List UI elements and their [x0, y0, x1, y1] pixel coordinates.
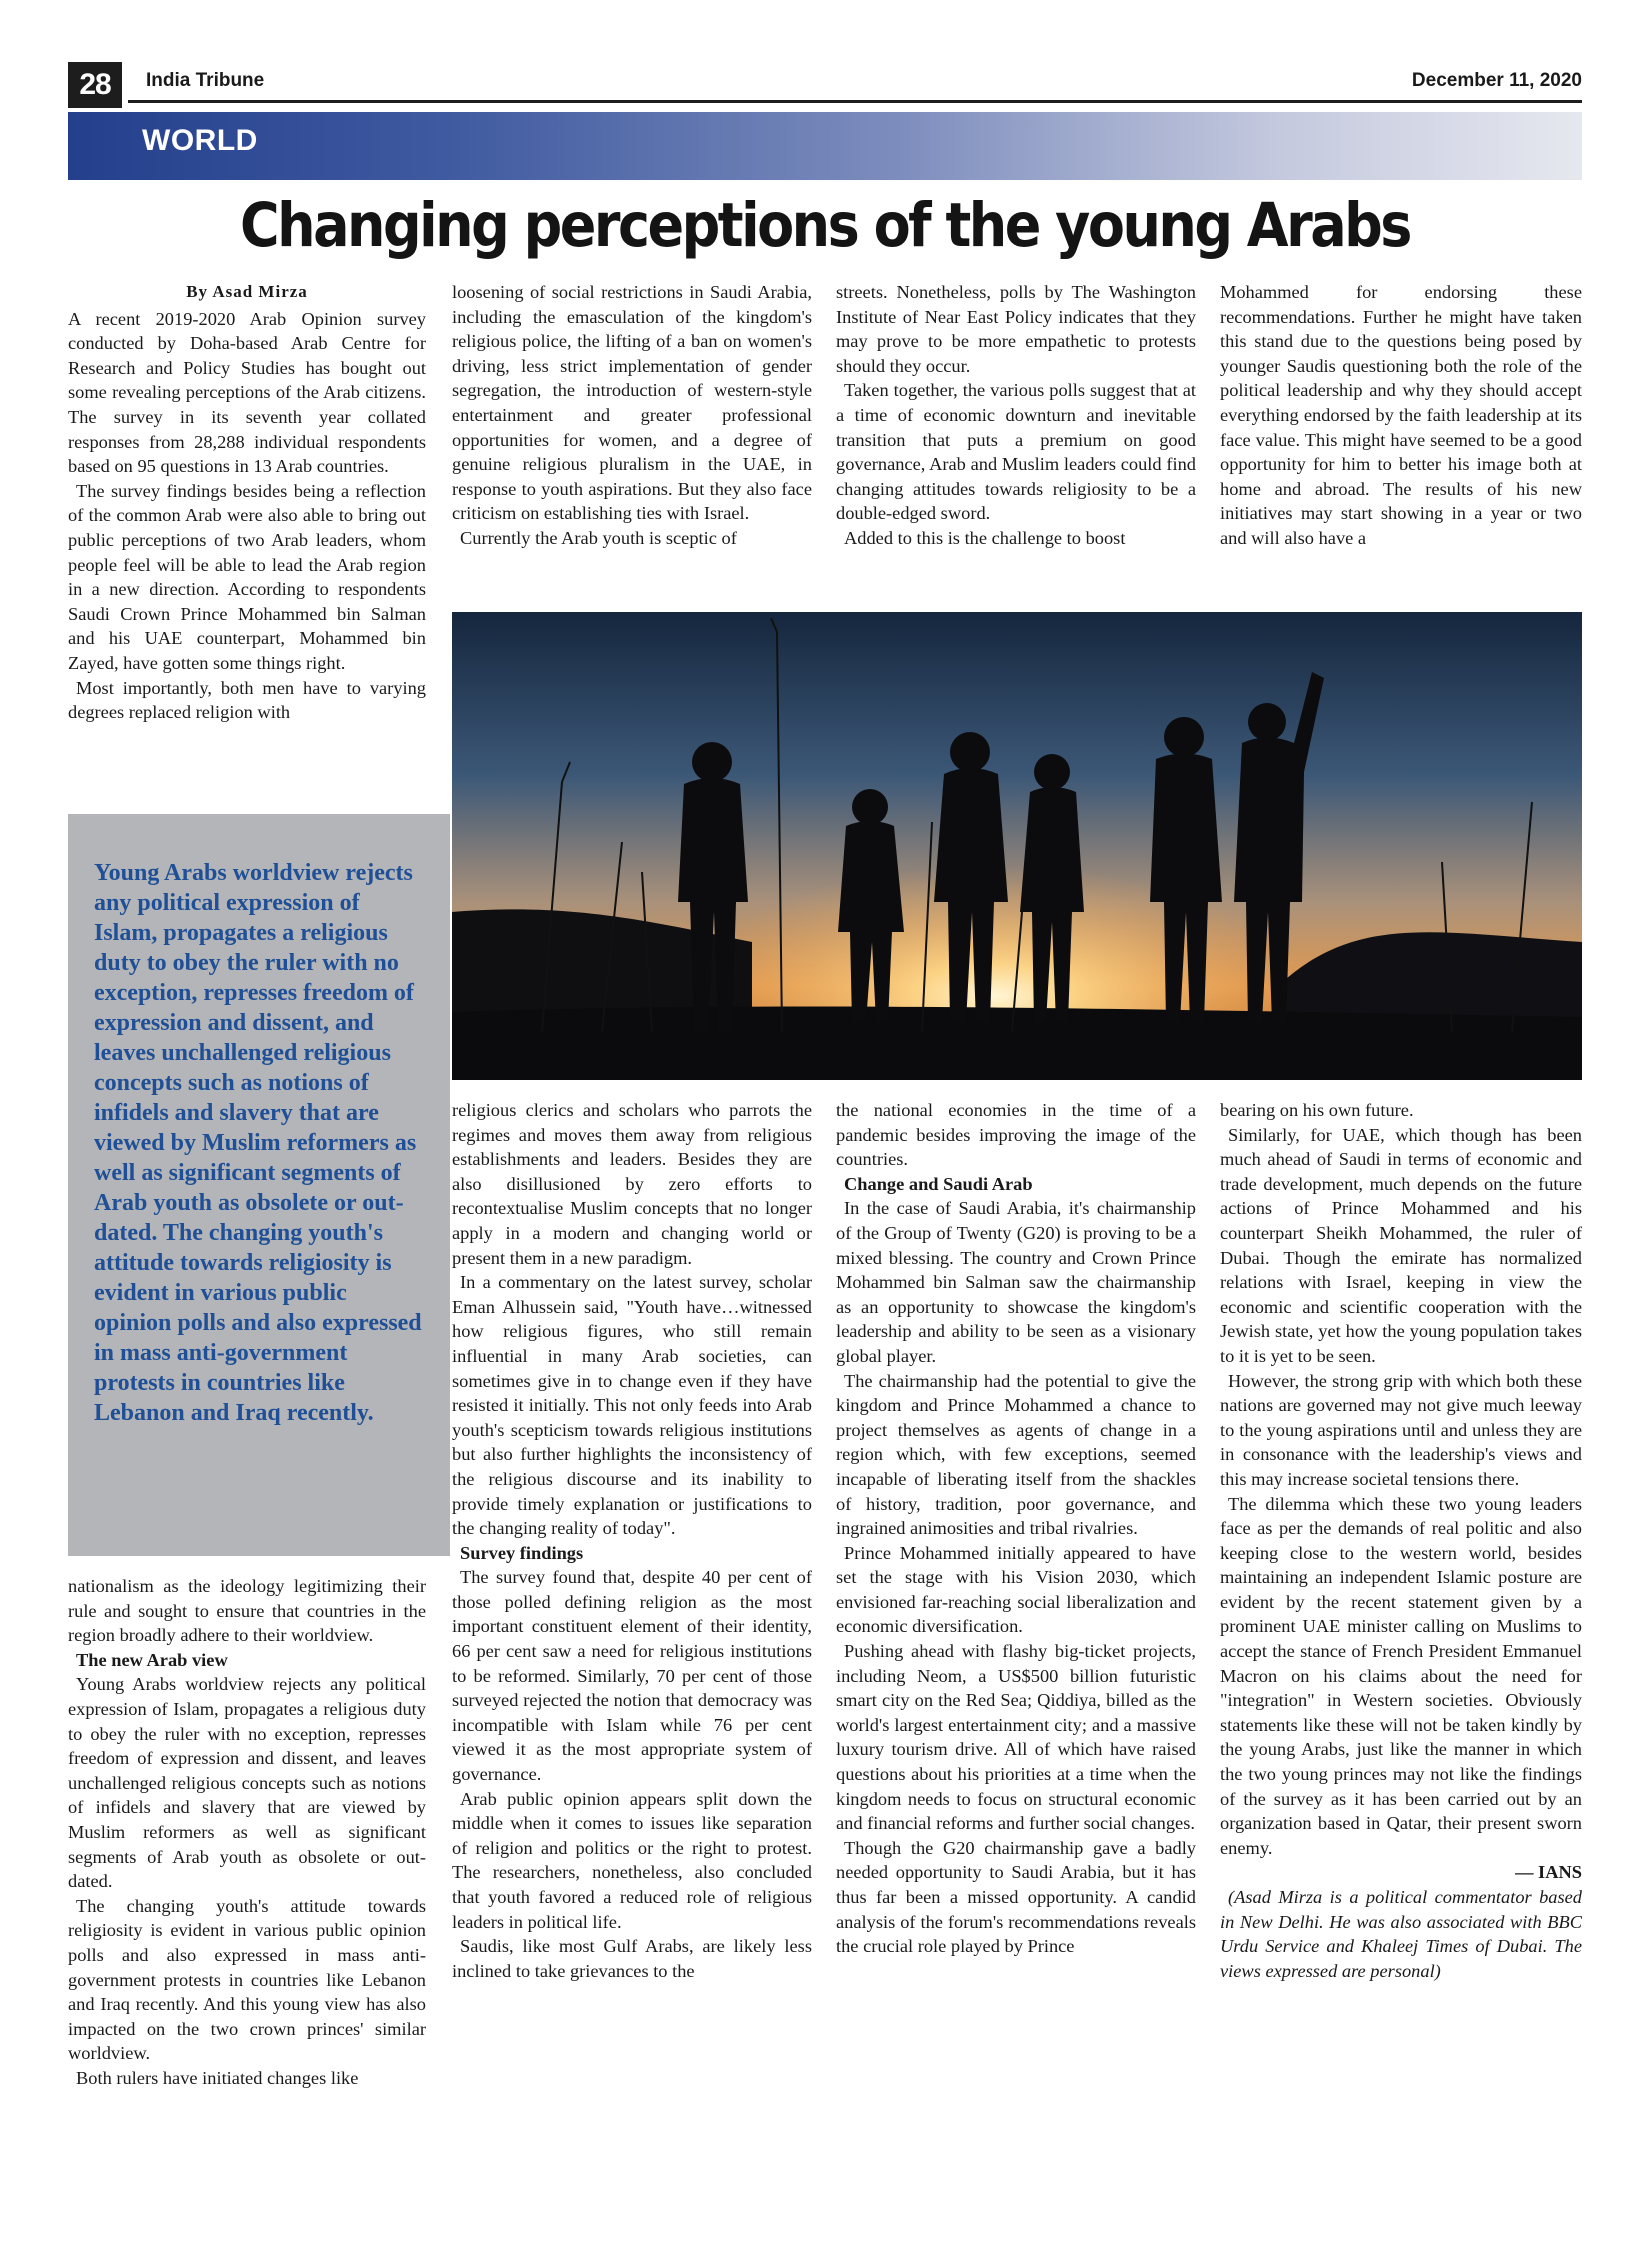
paragraph: Most importantly, both men have to varying degrees replaced religion with — [68, 677, 426, 723]
column-4-top — [1220, 280, 1582, 551]
subheading: Survey findings — [460, 1542, 584, 1563]
paragraph: In a commentary on the latest survey, scholar Eman Alhussein said, "Youth have…witnessed how religious figures, who still remain influential in many Arab societies, can sometimes give in to change even if they have resisted it initially. This not only feeds into Arab youth's scepticism towards religious institutions but also further highlights the inconsistency of the religious discourse and its inability to provide timely explanation or justifications to the changing reality of today". — [452, 1272, 812, 1539]
paragraph: Pushing ahead with flashy big-ticket projects, including Neom, a US$500 billion futuristic smart city on the Red Sea; Qiddiya, billed as the world's largest entertainment city; and a massive luxury tourism drive. All of which have raised questions about his priorities at a time when the kingdom needs to focus on structural economic and financial reforms and further social changes. — [836, 1641, 1196, 1834]
paragraph: The changing youth's attitude towards religiosity is evident in various public opinion polls and also expressed in mass anti-government protests in countries like Lebanon and Iraq recently. And this young view has also impacted on the two crown princes' similar worldview. — [68, 1895, 426, 2064]
subheading: Change and Saudi Arab — [844, 1173, 1033, 1194]
headline: Changing perceptions of the young Arabs — [240, 190, 1410, 261]
author-note: (Asad Mirza is a political commentator based in New Delhi. He was also associated with BBC Urdu Service and Khaleej Times of Dubai. The views expressed are personal) — [1220, 1887, 1582, 1981]
column-2-bottom — [452, 1098, 812, 1983]
byline: By Asad Mirza — [186, 282, 308, 301]
paragraph: Currently the Arab youth is sceptic of — [460, 527, 737, 548]
column-4-bottom — [1220, 1098, 1582, 1983]
paragraph: Similarly, for UAE, which though has been much ahead of Saudi in terms of economic and trade development, much depends on the future actions of Prince Mohammed and his counterpart Sheikh Mohammed, the ruler of Dubai. Though the emirate has normalized relations with Israel, keeping in view the economic and scientific cooperation with the Jewish state, yet how the young population takes to it is yet to be seen. — [1220, 1124, 1582, 1366]
page-number: 28 — [68, 62, 122, 108]
paragraph: A recent 2019-2020 Arab Opinion survey conducted by Doha-based Arab Centre for Research and Policy Studies has bought out some revealing perceptions of the Arab citizens. The survey in its seventh year collated responses from 28,288 individual respondents based on 95 questions in 13 Arab countries. — [68, 308, 426, 477]
paper-name: India Tribune — [146, 70, 265, 91]
paragraph: However, the strong grip with which both these nations are governed may not give much leeway to the young aspirations until and unless they are in consonance with the leadership's views and this may increase societal tensions there. — [1220, 1370, 1582, 1489]
paragraph: religious clerics and scholars who parrots the regimes and moves them away from religious establishments and leaders. Besides they are also disillusioned by zero efforts to recontextualise Muslim concepts that no longer apply in a modern and changing world or present them in a new paradigm. — [452, 1100, 812, 1268]
sunset-silhouette-photo — [452, 612, 1582, 1080]
paragraph: Taken together, the various polls suggest that at a time of economic downturn and inevitable transition that puts a premium on good governance, Arab and Muslim leaders could find changing attitudes towards religiosity to be a double-edged sword. — [836, 380, 1196, 524]
issue-date: December 11, 2020 — [1411, 70, 1582, 91]
section-band — [68, 112, 1582, 180]
paragraph: the national economies in the time of a pandemic besides improving the image of the countries. — [836, 1100, 1196, 1170]
column-1-top — [68, 280, 426, 725]
paragraph: Mohammed for endorsing these recommendations. Further he might have taken this stand due to the questions being posed by younger Saudis questioning both the role of the political leadership and why they should accept everything endorsed by the faith leadership at its face value. This might have seemed to be a good opportunity for him to better his image both at home and abroad. The results of his new initiatives may start showing in a year or two and will also have a — [1220, 282, 1582, 548]
paragraph: Arab public opinion appears split down the middle when it comes to issues like separation of religion and politics or the right to protest. The researchers, nonetheless, also concluded that youth favored a reduced role of religious leaders in political life. — [452, 1788, 812, 1932]
paragraph: The survey found that, despite 40 per cent of those polled defining religion as the most important constituent element of their identity, 66 per cent saw a need for religious institutions to be reformed. Similarly, 70 per cent of those surveyed rejected the notion that democracy was incompatible with Islam while 76 per cent viewed it as the most appropriate system of governance. — [452, 1567, 812, 1785]
paragraph: nationalism as the ideology legitimizing their rule and sought to ensure that countries in the region broadly adhere to their worldview. — [68, 1576, 426, 1646]
paragraph: bearing on his own future. — [1220, 1100, 1414, 1120]
column-1-bottom — [68, 1574, 426, 2090]
column-3-top — [836, 280, 1196, 551]
paragraph: The chairmanship had the potential to give the kingdom and Prince Mohammed a chance to project themselves as agents of change in a region which, with few exceptions, seemed incapable of liberating itself from the shackles of history, tradition, poor governance, and ingrained animosities and tribal rivalries. — [836, 1370, 1196, 1539]
section-label: WORLD — [142, 124, 258, 157]
pull-quote-text: Young Arabs worldview rejects any political expression of Islam, propagates a religious duty to obey the ruler with no exception, represses freedom of expression and dissent, and leaves unchallenged religious concepts such as notions of infidels and slavery that are viewed by Muslim reformers as well as significant segments of Arab youth as obsolete or out-dated. The changing youth's attitude towards religiosity is evident in various public opinion polls and also expressed in mass anti-government protests in countries like Lebanon and Iraq recently. — [94, 860, 422, 1426]
paragraph: The survey findings besides being a reflection of the common Arab were also able to bring out public perceptions of two Arab leaders, whom people feel will be able to lead the Arab region in a new direction. According to respondents Saudi Crown Prince Mohammed bin Salman and his UAE counterpart, Mohammed bin Zayed, have gotten some things right. — [68, 480, 426, 673]
header-rule — [128, 100, 1582, 103]
column-2-top — [452, 280, 812, 551]
paragraph: loosening of social restrictions in Saudi Arabia, including the emasculation of the kingdom's religious police, the lifting of a ban on women's driving, less strict implementation of gender segregation, the introduction of western-style entertainment and greater professional opportunities for women, and a degree of genuine religious pluralism in the UAE, in response to youth aspirations. But they also face criticism on establishing ties with Israel. — [452, 282, 812, 524]
subheading: The new Arab view — [76, 1649, 228, 1670]
paragraph: Saudis, like most Gulf Arabs, are likely less inclined to take grievances to the — [452, 1936, 812, 1981]
paragraph: In the case of Saudi Arabia, it's chairmanship of the Group of Twenty (G20) is proving to be a mixed blessing. The country and Crown Prince Mohammed bin Salman saw the chairmanship as an opportunity to showcase the kingdom's leadership and ability to be seen as a visionary global player. — [836, 1198, 1196, 1366]
paragraph: Prince Mohammed initially appeared to have set the stage with his Vision 2030, which envisioned far-reaching social liberalization and economic diversification. — [836, 1542, 1196, 1637]
paragraph: Young Arabs worldview rejects any political expression of Islam, propagates a religious duty to obey the ruler with no exception, represses freedom of expression and dissent, and leaves unchallenged religious concepts such as notions of infidels and slavery that are viewed by Muslim reformers as well as significant segments of Arab youth as obsolete or out-dated. — [68, 1674, 426, 1892]
paragraph: streets. Nonetheless, polls by The Washington Institute of Near East Policy indicates that they may prove to be more empathetic to protests should they occur. — [836, 282, 1196, 376]
paragraph: Added to this is the challenge to boost — [844, 527, 1126, 548]
paragraph: Though the G20 chairmanship gave a badly needed opportunity to Saudi Arabia, but it has thus far been a missed opportunity. A candid analysis of the forum's recommendations reveals the crucial role played by Prince — [836, 1837, 1196, 1957]
column-3-bottom — [836, 1098, 1196, 1959]
signoff: — IANS — [1515, 1862, 1582, 1883]
paragraph: Both rulers have initiated changes like — [76, 2067, 359, 2088]
paragraph: The dilemma which these two young leaders face as per the demands of real politic and also keeping close to the western world, besides maintaining an independent Islamic posture are evident by the recent statement given by a prominent UAE minister calling on Muslims to accept the stance of French President Emmanuel Macron on his claims about the need for "integration" in Western societies. Obviously statements like these will not be taken kindly by the young Arabs, just like the manner in which the two young princes may not like the findings of the survey as it has been carried out by an organization based in Qatar, their present sworn enemy. — [1220, 1493, 1582, 1858]
